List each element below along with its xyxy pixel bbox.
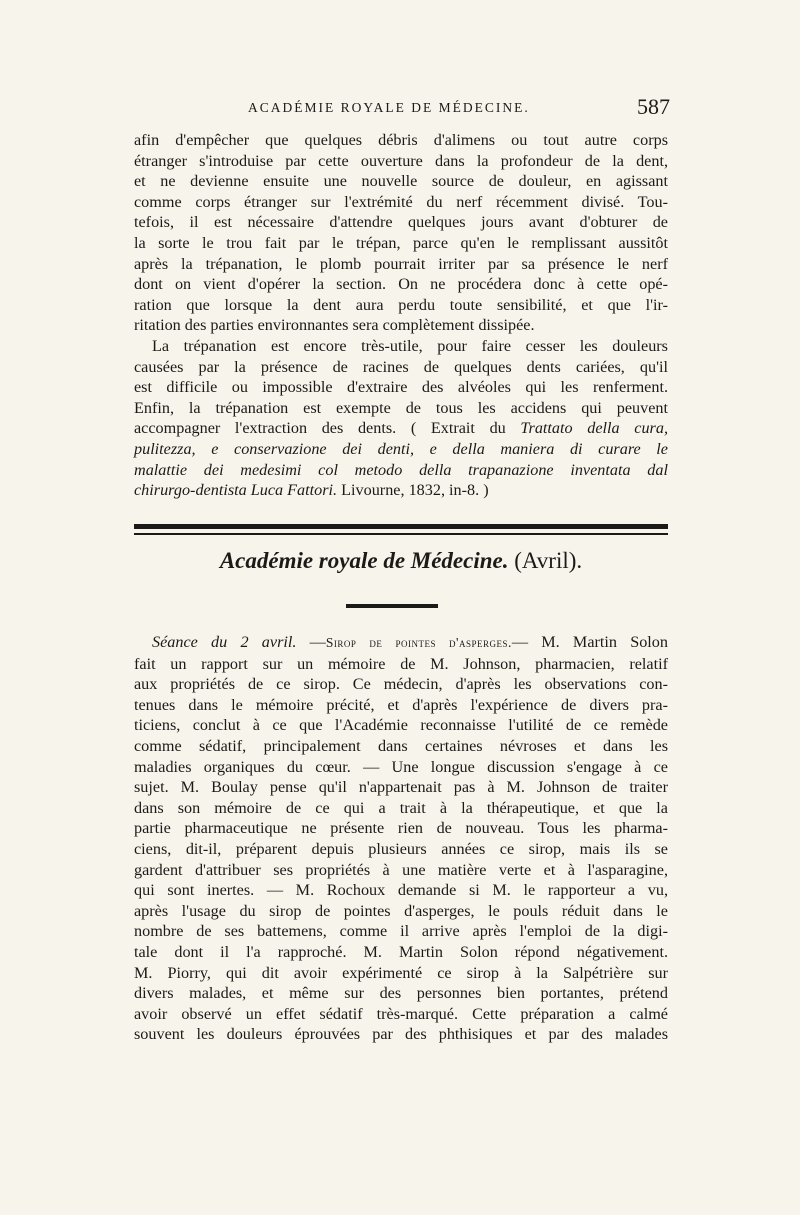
text-line: souvent les douleurs éprouvées par des phthisiques et par des malades [134, 1025, 668, 1044]
text-line: causées par la présence de racines de quelques dents cariées, qu'il [134, 357, 668, 376]
session-date: Séance du 2 avril. [152, 633, 297, 651]
text-line: divers malades, et même sur des personnes bien portantes, prétend [134, 984, 668, 1003]
page-number: 587 [637, 94, 670, 119]
citation-title: chirurgo-dentista Luca Fattori. [134, 481, 338, 500]
text-line: dont on vient d'opérer la section. On ne procédera donc à cette opé- [134, 275, 668, 294]
text-line: la sorte le trou fait par le trépan, parce qu'en le remplissant aussitôt [134, 233, 668, 252]
section-title-month: (Avril). [514, 548, 583, 573]
text-line: étranger s'introduise par cette ouverture dans la profondeur de la dent, [134, 151, 668, 170]
section-title-main: Académie royale de Médecine. [219, 548, 509, 573]
running-header [130, 96, 670, 126]
text-line: partie pharmaceutique ne présente rien de nouveau. Tous les pharma- [134, 819, 668, 838]
divider-thick [134, 524, 668, 529]
citation-title: malattie dei medesimi col metodo della trapanazione inventata dal [134, 460, 668, 479]
session-lead-rest: — M. Martin Solon [511, 633, 668, 651]
section-divider [134, 524, 668, 538]
text-line: comme sédatif, principalement dans certaines névroses et dans les [134, 736, 668, 755]
paragraph-trepanation-utility [134, 336, 668, 501]
text-line: gardent d'attribuer ses propriétés à une matière verte et à l'asparagine, [134, 860, 668, 879]
title-underline-rule [346, 604, 438, 608]
text-line: dans son mémoire de ce qui a trait à la thérapeutique, et que la [134, 798, 668, 817]
text-line: tefois, il est nécessaire d'attendre quelques jours avant d'obturer de [134, 213, 668, 232]
paragraph-trepanation-end [134, 130, 668, 336]
text-line: ciens, dit-il, préparent depuis plusieurs années ce sirop, mais ils se [134, 839, 668, 858]
text-line: fait un rapport sur un mémoire de M. Johnson, pharmacien, relatif [134, 654, 668, 673]
session-lead-line [134, 632, 668, 654]
citation-lead: accompagner l'extraction des dents. ( Extrait du [134, 419, 506, 438]
text-line: après la trépanation, le plomb pourrait irriter par sa présence le nerf [134, 254, 668, 273]
text-line: tenues dans le mémoire précité, et d'après l'expérience de divers pra- [134, 695, 668, 714]
text-line: aux propriétés de ce sirop. Ce médecin, d'après les observations con- [134, 675, 668, 694]
text-line: comme corps étranger sur l'extrémité du nerf récemment divisé. Tou- [134, 192, 668, 211]
text-line [134, 480, 668, 501]
running-title: ACADÉMIE ROYALE DE MÉDECINE. [248, 100, 530, 115]
section-title [134, 548, 668, 574]
text-line: ration que lorsque la dent aura perdu toute sensibilité, et que l'ir- [134, 295, 668, 314]
citation-tail: Livourne, 1832, in-8. ) [341, 481, 489, 500]
text-line: après l'usage du sirop de pointes d'asperges, le pouls réduit dans le [134, 901, 668, 920]
text-line: tale dont il l'a rapproché. M. Martin Solon répond négativement. [134, 942, 668, 961]
text-line: M. Piorry, qui dit avoir expérimenté ce sirop à la Salpétrière sur [134, 963, 668, 982]
text-line: qui sont inertes. — M. Rochoux demande si M. le rapporteur a vu, [134, 881, 668, 900]
session-report [134, 632, 668, 1045]
divider-thin [134, 533, 668, 535]
citation-title: pulitezza, e conservazione dei denti, e della maniera di curare le [134, 439, 668, 458]
text-line: afin d'empêcher que quelques débris d'alimens ou tout autre corps [134, 131, 668, 149]
text-line: ritation des parties environnantes sera complètement dissipée. [134, 316, 535, 335]
text-line: nombre de ses battemens, comme il arrive après l'emploi de la digi- [134, 922, 668, 941]
text-line: maladies organiques du cœur. — Une longue discussion s'engage à ce [134, 757, 668, 776]
text-line [134, 418, 668, 439]
text-line: avoir observé un effet sédatif très-marqué. Cette préparation a calmé [134, 1004, 668, 1023]
citation-title: Trattato della cura, [520, 419, 668, 438]
text-line: et ne devienne ensuite une nouvelle source de douleur, en agissant [134, 172, 668, 191]
text-line: est difficile ou impossible d'extraire des alvéoles qui les renferment. [134, 378, 668, 397]
text-line: La trépanation est encore très-utile, pour faire cesser les douleurs [152, 337, 668, 355]
text-line: sujet. M. Boulay pense qu'il n'appartenait pas à M. Johnson de traiter [134, 778, 668, 797]
text-line: ticiens, conclut à ce que l'Académie reconnaisse l'utilité de ce remède [134, 716, 668, 735]
session-topic: Sirop de pointes d'asperges. [325, 635, 512, 650]
session-dash: — [309, 633, 326, 651]
text-line: Enfin, la trépanation est exempte de tous les accidens qui peuvent [134, 398, 668, 417]
